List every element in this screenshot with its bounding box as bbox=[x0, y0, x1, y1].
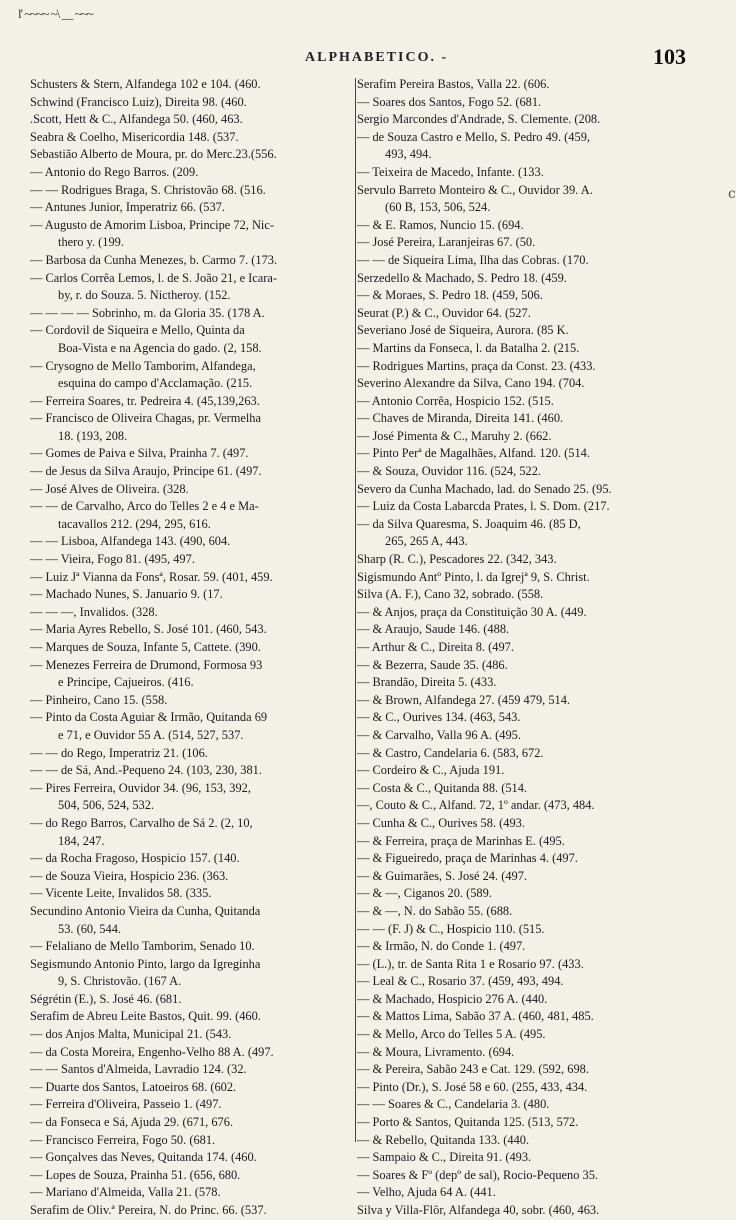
directory-entry-line: — Pinto (Dr.), S. José 58 e 60. (255, 433, 434. bbox=[357, 1079, 588, 1094]
directory-entry-line: — & Irmão, N. do Conde 1. (497. bbox=[357, 939, 526, 954]
directory-entry-line: Seabra & Coelho, Misericordia 148. (537. bbox=[30, 129, 239, 144]
column-divider bbox=[355, 78, 356, 1142]
directory-entry-line: Secundino Antonio Vieira da Cunha, Quitanda bbox=[30, 903, 261, 918]
directory-entry-line: — Menezes Ferreira de Drumond, Formosa 93 bbox=[30, 657, 263, 672]
directory-entry-line: — — — — Sobrinho, m. da Gloria 35. (178 A. bbox=[30, 305, 265, 320]
entry-continuation-line: esquina do campo d'Acclamação. (215. bbox=[58, 376, 253, 391]
directory-entry-line: Ségrétin (E.), S. José 46. (681. bbox=[30, 991, 182, 1006]
directory-entry-line: Schusters & Stern, Alfandega 102 e 104. (460. bbox=[30, 77, 261, 91]
directory-entry-line: — & C., Ourives 134. (463, 543. bbox=[357, 710, 521, 725]
directory-entry-line: — & Ferreira, praça de Marinhas E. (495. bbox=[357, 833, 565, 848]
directory-entry-line: — José Alves de Oliveira. (328. bbox=[30, 481, 189, 496]
directory-entry-line: — & Machado, Hospicio 276 A. (440. bbox=[357, 991, 548, 1006]
entry-continuation-line: 265, 265 A, 443. bbox=[385, 534, 468, 549]
directory-entry-line: — Velho, Ajuda 64 A. (441. bbox=[357, 1185, 496, 1200]
directory-entry-line: — — de Carvalho, Arco do Telles 2 e 4 e Ma- bbox=[30, 499, 259, 514]
directory-entry-line: — Cunha & C., Ourives 58. (493. bbox=[357, 815, 525, 830]
directory-entry-line: Silva (A. F.), Cano 32, sobrado. (558. bbox=[357, 587, 544, 602]
entry-continuation-line: thero y. (199. bbox=[58, 235, 124, 250]
directory-entry-line: — & Pereira, Sabão 243 e Cat. 129. (592, 698. bbox=[357, 1062, 589, 1077]
directory-entry-line: —, Couto & C., Alfand. 72, 1º andar. (473, 484. bbox=[357, 798, 595, 813]
directory-entry-line: — da Rocha Fragoso, Hospicio 157. (140. bbox=[30, 851, 240, 866]
directory-entry-line: — Machado Nunes, S. Januario 9. (17. bbox=[30, 587, 223, 602]
directory-entry-line: — Carlos Corrêa Lemos, l. de S. João 21, e Icara- bbox=[30, 270, 278, 285]
directory-entry-line: — José Pereira, Laranjeiras 67. (50. bbox=[357, 235, 536, 250]
directory-entry-line: — — de Siqueira Lima, Ilha das Cobras. (170. bbox=[357, 252, 589, 267]
directory-entry-line: Schwind (Francisco Luiz), Direita 98. (460. bbox=[30, 94, 247, 109]
directory-entry-line: — Augusto de Amorim Lisboa, Principe 72, Nic- bbox=[30, 217, 275, 232]
directory-entry-line: — Martins da Fonseca, l. da Batalha 2. (215. bbox=[357, 340, 580, 355]
directory-entry-line: — Soares dos Santos, Fogo 52. (681. bbox=[357, 94, 542, 109]
directory-entry-line: — & Rebello, Quitanda 133. (440. bbox=[357, 1132, 530, 1147]
left-column bbox=[30, 76, 362, 1220]
directory-entry-line: — Cordovil de Siqueira e Mello, Quinta da bbox=[30, 323, 245, 338]
directory-entry-line: — Luiz da Costa Labarcda Prates, l. S. Dom. (217. bbox=[357, 499, 610, 514]
entry-continuation-line: 18. (193, 208. bbox=[58, 428, 128, 443]
directory-entry-line: — & Moura, Livramento. (694. bbox=[357, 1044, 515, 1059]
directory-entry-line: — — Soares & C., Candelaria 3. (480. bbox=[357, 1097, 550, 1112]
directory-entry-line: — — —, Invalidos. (328. bbox=[30, 604, 158, 619]
directory-entry-line: Seurat (P.) & C., Ouvidor 64. (527. bbox=[357, 305, 531, 320]
directory-entry-line: — Vicente Leite, Invalidos 58. (335. bbox=[30, 886, 212, 901]
directory-entry-line: .Scott, Hett & C., Alfandega 50. (460, 463. bbox=[30, 112, 243, 127]
page-header bbox=[0, 44, 736, 72]
directory-entry-line: — de Souza Castro e Mello, S. Pedro 49. (459, bbox=[357, 129, 590, 144]
entry-continuation-line: 493, 494. bbox=[385, 147, 432, 162]
entry-continuation-line: e Principe, Cajueiros. (416. bbox=[58, 675, 194, 690]
directory-entry-line: Severo da Cunha Machado, lad. do Senado 25. (95. bbox=[357, 481, 612, 496]
directory-entry-line: — Teixeira de Macedo, Infante. (133. bbox=[357, 164, 544, 179]
right-margin-mark: c bbox=[728, 186, 736, 202]
directory-entry-line: — Pinto Perª de Magalhães, Alfand. 120. (514. bbox=[357, 446, 590, 461]
directory-entry-line: — de Souza Vieira, Hospicio 236. (363. bbox=[30, 868, 229, 883]
directory-entry-line: — Marques de Souza, Infante 5, Cattete. (390. bbox=[30, 640, 261, 654]
directory-entry-line: — dos Anjos Malta, Municipal 21. (543. bbox=[30, 1027, 232, 1042]
directory-entry-line: — Leal & C., Rosario 37. (459, 493, 494. bbox=[357, 974, 564, 989]
directory-entry-line: — Brandão, Direita 5. (433. bbox=[357, 675, 497, 690]
directory-entry-line: — — Santos d'Almeida, Lavradio 124. (32. bbox=[30, 1062, 247, 1077]
directory-entry-line: — Chaves de Miranda, Direita 141. (460. bbox=[357, 411, 564, 426]
directory-entry-line: — — Rodrigues Braga, S. Christovão 68. (516. bbox=[30, 182, 266, 197]
directory-entry-line: — Porto & Santos, Quitanda 125. (513, 572. bbox=[357, 1115, 579, 1130]
directory-entry-line: — Pires Ferreira, Ouvidor 34. (96, 153, 392, bbox=[30, 780, 251, 795]
directory-entry-line: — & Carvalho, Valla 96 A. (495. bbox=[357, 727, 521, 742]
directory-entry-line: — & Castro, Candelaria 6. (583, 672. bbox=[357, 745, 544, 760]
directory-entry-line: — Francisco de Oliveira Chagas, pr. Vermelha bbox=[30, 411, 261, 426]
directory-entry-line: — & Guimarães, S. José 24. (497. bbox=[357, 868, 528, 883]
directory-entry-line: — & Brown, Alfandega 27. (459 479, 514. bbox=[357, 692, 571, 707]
directory-entry-line: — Francisco Ferreira, Fogo 50. (681. bbox=[30, 1132, 216, 1147]
directory-entry-line: Sigismundo Antº Pinto, l. da Igrejª 9, S. Christ. bbox=[357, 569, 590, 584]
directory-entry-line: — Maria Ayres Rebello, S. José 101. (460, 543. bbox=[30, 622, 267, 637]
directory-entry-line: — & Moraes, S. Pedro 18. (459, 506. bbox=[357, 288, 543, 303]
directory-entry-line: — & Bezerra, Saude 35. (486. bbox=[357, 657, 508, 672]
directory-entry-line: — Sampaio & C., Direita 91. (493. bbox=[357, 1150, 532, 1165]
page-number: 103 bbox=[653, 44, 686, 69]
directory-entry-line: — da Costa Moreira, Engenho-Velho 88 A. (497. bbox=[30, 1044, 274, 1059]
directory-entry-line: — — de Sá, And.-Pequeno 24. (103, 230, 381. bbox=[30, 763, 262, 778]
running-title: ALPHABETICO. - bbox=[305, 50, 449, 65]
directory-entry-line: — & Mattos Lima, Sabão 37 A. (460, 481, 485. bbox=[357, 1009, 594, 1024]
top-margin-mark: l' ~~~~ ~\ __ ~~~ bbox=[18, 6, 93, 21]
directory-entry-line: — Felaliano de Mello Tamborim, Senado 10. bbox=[30, 939, 255, 954]
entry-continuation-line: 504, 506, 524, 532. bbox=[58, 798, 155, 813]
directory-entry-line: — Pinheiro, Cano 15. (558. bbox=[30, 692, 168, 707]
directory-entry-line: — Gonçalves das Neves, Quitanda 174. (460. bbox=[30, 1150, 257, 1165]
directory-entry-line: — Luiz Jª Vianna da Fonsª, Rosar. 59. (401, 459. bbox=[30, 569, 273, 584]
directory-entry-line: — Ferreira d'Oliveira, Passeio 1. (497. bbox=[30, 1097, 222, 1112]
directory-entry-line: Serafim de Abreu Leite Bastos, Quit. 99. (460. bbox=[30, 1009, 261, 1024]
directory-entry-line: — Arthur & C., Direita 8. (497. bbox=[357, 640, 514, 654]
directory-entry-line: Severiano José de Siqueira, Aurora. (85 K. bbox=[357, 323, 569, 338]
directory-entry-line: — da Fonseca e Sá, Ajuda 29. (671, 676. bbox=[30, 1115, 234, 1130]
directory-entry-line: — Cordeiro & C., Ajuda 191. bbox=[357, 763, 505, 778]
directory-entry-line: Sebastião Alberto de Moura, pr. do Merc.23.(556. bbox=[30, 147, 277, 162]
entry-continuation-line: 184, 247. bbox=[58, 833, 105, 848]
entry-continuation-line: by, r. do Souza. 5. Nictheroy. (152. bbox=[58, 288, 231, 303]
entry-continuation-line: (60 B, 153, 506, 524. bbox=[385, 200, 491, 215]
directory-entry-line: — & —, Ciganos 20. (589. bbox=[357, 886, 492, 901]
directory-entry-line: Servulo Barreto Monteiro & C., Ouvidor 39. A. bbox=[357, 182, 593, 197]
directory-entry-line: — José Pimenta & C., Maruhy 2. (662. bbox=[357, 428, 552, 443]
directory-entry-line: Serafim Pereira Bastos, Valla 22. (606. bbox=[357, 77, 550, 91]
directory-entry-line: Silva y Villa-Flôr, Alfandega 40, sobr. (460, 463. bbox=[357, 1203, 600, 1217]
directory-entry-line: — do Rego Barros, Carvalho de Sá 2. (2, 10, bbox=[30, 815, 253, 830]
entry-continuation-line: 53. (60, 544. bbox=[58, 921, 121, 936]
directory-entry-line: Sharp (R. C.), Pescadores 22. (342, 343. bbox=[357, 552, 557, 567]
directory-entry-line: — Costa & C., Quitanda 88. (514. bbox=[357, 780, 528, 795]
directory-entry-line: — — Lisboa, Alfandega 143. (490, 604. bbox=[30, 534, 231, 549]
entry-continuation-line: 9, S. Christovão. (167 A. bbox=[58, 974, 182, 989]
directory-entry-line: — & Araujo, Saude 146. (488. bbox=[357, 622, 510, 637]
directory-entry-line: — Rodrigues Martins, praça da Const. 23. (433. bbox=[357, 358, 596, 373]
directory-entry-line: Serafim de Oliv.ª Pereira, N. do Princ. 66. (537. bbox=[30, 1203, 267, 1217]
directory-entry-line: — & Figueiredo, praça de Marinhas 4. (497. bbox=[357, 851, 578, 866]
directory-entry-line: — — Vieira, Fogo 81. (495, 497. bbox=[30, 552, 195, 567]
entry-continuation-line: Boa-Vista e na Agencia do gado. (2, 158. bbox=[58, 340, 262, 355]
directory-entry-line: — de Jesus da Silva Araujo, Principe 61. (497. bbox=[30, 464, 262, 479]
directory-entry-line: — Antonio Corrêa, Hospicio 152. (515. bbox=[357, 393, 554, 408]
directory-entry-line: — Ferreira Soares, tr. Pedreira 4. (45,139,263. bbox=[30, 393, 260, 408]
directory-entry-line: Sergio Marcondes d'Andrade, S. Clemente. (208. bbox=[357, 112, 601, 127]
directory-entry-line: — & Mello, Arco do Telles 5 A. (495. bbox=[357, 1027, 546, 1042]
directory-entry-line: Serzedello & Machado, S. Pedro 18. (459. bbox=[357, 270, 567, 285]
entry-continuation-line: tacavallos 212. (294, 295, 616. bbox=[58, 516, 211, 531]
entry-continuation-line: e 71, e Ouvidor 55 A. (514, 527, 537. bbox=[58, 727, 244, 742]
directory-entry-line: — da Silva Quaresma, S. Joaquim 46. (85 D, bbox=[357, 516, 581, 531]
directory-entry-line: — — (F. J) & C., Hospicio 110. (515. bbox=[357, 921, 545, 936]
directory-entry-line: — & Anjos, praça da Constituição 30 A. (449. bbox=[357, 604, 587, 619]
directory-entry-line: — Duarte dos Santos, Latoeiros 68. (602. bbox=[30, 1079, 237, 1094]
directory-entry-line: — Mariano d'Almeida, Valla 21. (578. bbox=[30, 1185, 221, 1200]
directory-entry-line: — & Souza, Ouvidor 116. (524, 522. bbox=[357, 464, 542, 479]
directory-entry-line: — Antunes Junior, Imperatriz 66. (537. bbox=[30, 200, 225, 215]
directory-entry-line: — Crysogno de Mello Tamborim, Alfandega, bbox=[30, 358, 256, 373]
directory-entry-line: Severino Alexandre da Silva, Cano 194. (704. bbox=[357, 376, 585, 391]
directory-entry-line: — Antonio do Rego Barros. (209. bbox=[30, 164, 199, 179]
directory-entry-line: — (L.), tr. de Santa Rita 1 e Rosario 97. (433. bbox=[357, 956, 584, 971]
directory-entry-line: Segismundo Antonio Pinto, largo da Igreginha bbox=[30, 956, 261, 971]
directory-entry-line: — Pinto da Costa Aguiar & Irmão, Quitanda 69 bbox=[30, 710, 268, 725]
directory-entry-line: — & —, N. do Sabão 55. (688. bbox=[357, 903, 513, 918]
directory-entry-line: — Soares & Fº (depº de sal), Rocio-Pequeno 35. bbox=[357, 1167, 599, 1182]
directory-entry-line: — — do Rego, Imperatriz 21. (106. bbox=[30, 745, 208, 760]
directory-entry-line: — & E. Ramos, Nuncio 15. (694. bbox=[357, 217, 524, 232]
right-column bbox=[357, 76, 719, 1220]
directory-entry-line: — Lopes de Souza, Prainha 51. (656, 680. bbox=[30, 1167, 241, 1182]
directory-entry-line: — Barbosa da Cunha Menezes, b. Carmo 7. (173. bbox=[30, 252, 278, 267]
directory-entry-line: — Gomes de Paiva e Silva, Prainha 7. (497. bbox=[30, 446, 249, 461]
